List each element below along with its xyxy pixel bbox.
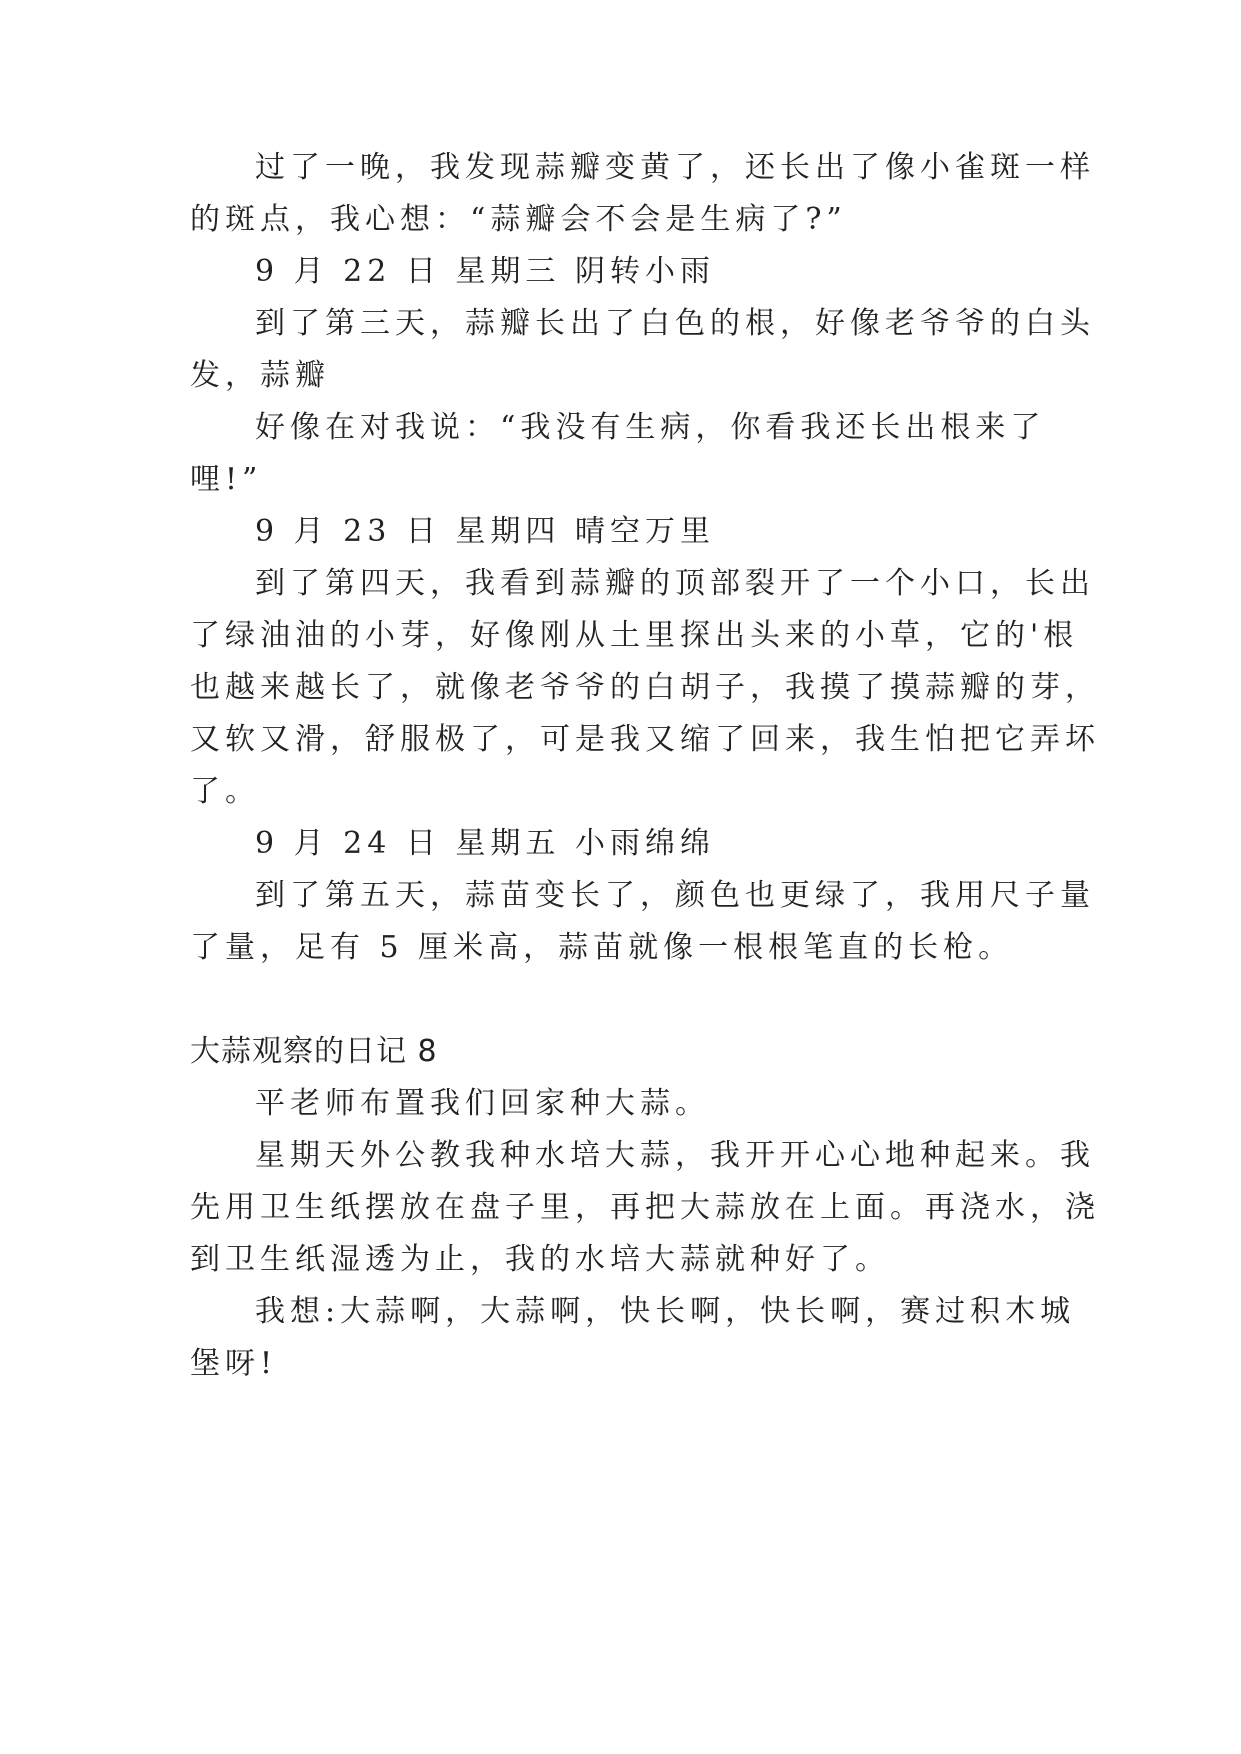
diary-date-line: 9 月 23 日 星期四 晴空万里 <box>255 514 715 549</box>
paragraph-line: 平老师布置我们回家种大蒜。 <box>255 1086 710 1121</box>
paragraph-line: 过了一晚，我发现蒜瓣变黄了，还长出了像小雀斑一样 <box>255 150 1095 185</box>
paragraph-line: 了量，足有 5 厘米高，蒜苗就像一根根笔直的长枪。 <box>190 930 1014 965</box>
paragraph-line: 堡呀! <box>190 1346 278 1381</box>
paragraph-line: 哩!” <box>190 462 263 497</box>
paragraph-line: 先用卫生纸摆放在盘子里，再把大蒜放在上面。再浇水，浇 <box>190 1190 1100 1225</box>
diary-date-line: 9 月 24 日 星期五 小雨绵绵 <box>255 826 715 861</box>
paragraph-line: 了绿油油的小芽，好像刚从土里探出头来的小草，它的'根 <box>190 618 1079 653</box>
paragraph-line: 发，蒜瓣 <box>190 358 330 393</box>
paragraph-line: 到卫生纸湿透为止，我的水培大蒜就种好了。 <box>190 1242 890 1277</box>
paragraph-line: 到了第四天，我看到蒜瓣的顶部裂开了一个小口，长出 <box>255 566 1095 601</box>
paragraph-line: 到了第五天，蒜苗变长了，颜色也更绿了，我用尺子量 <box>255 878 1095 913</box>
diary-date-line: 9 月 22 日 星期三 阴转小雨 <box>255 254 715 289</box>
paragraph-line: 我想:大蒜啊，大蒜啊，快长啊，快长啊，赛过积木城 <box>255 1294 1076 1329</box>
paragraph-line: 到了第三天，蒜瓣长出了白色的根，好像老爷爷的白头 <box>255 306 1095 341</box>
paragraph-line: 的斑点，我心想：“蒜瓣会不会是生病了?” <box>190 202 847 237</box>
paragraph-line: 星期天外公教我种水培大蒜，我开开心心地种起来。我 <box>255 1138 1095 1173</box>
section-heading: 大蒜观察的日记 8 <box>190 1034 438 1069</box>
paragraph-line: 了。 <box>190 774 260 809</box>
paragraph-line: 好像在对我说：“我没有生病，你看我还长出根来了 <box>255 410 1046 445</box>
paragraph-line: 也越来越长了，就像老爷爷的白胡子，我摸了摸蒜瓣的芽， <box>190 670 1100 705</box>
paragraph-line: 又软又滑，舒服极了，可是我又缩了回来，我生怕把它弄坏 <box>190 722 1100 757</box>
